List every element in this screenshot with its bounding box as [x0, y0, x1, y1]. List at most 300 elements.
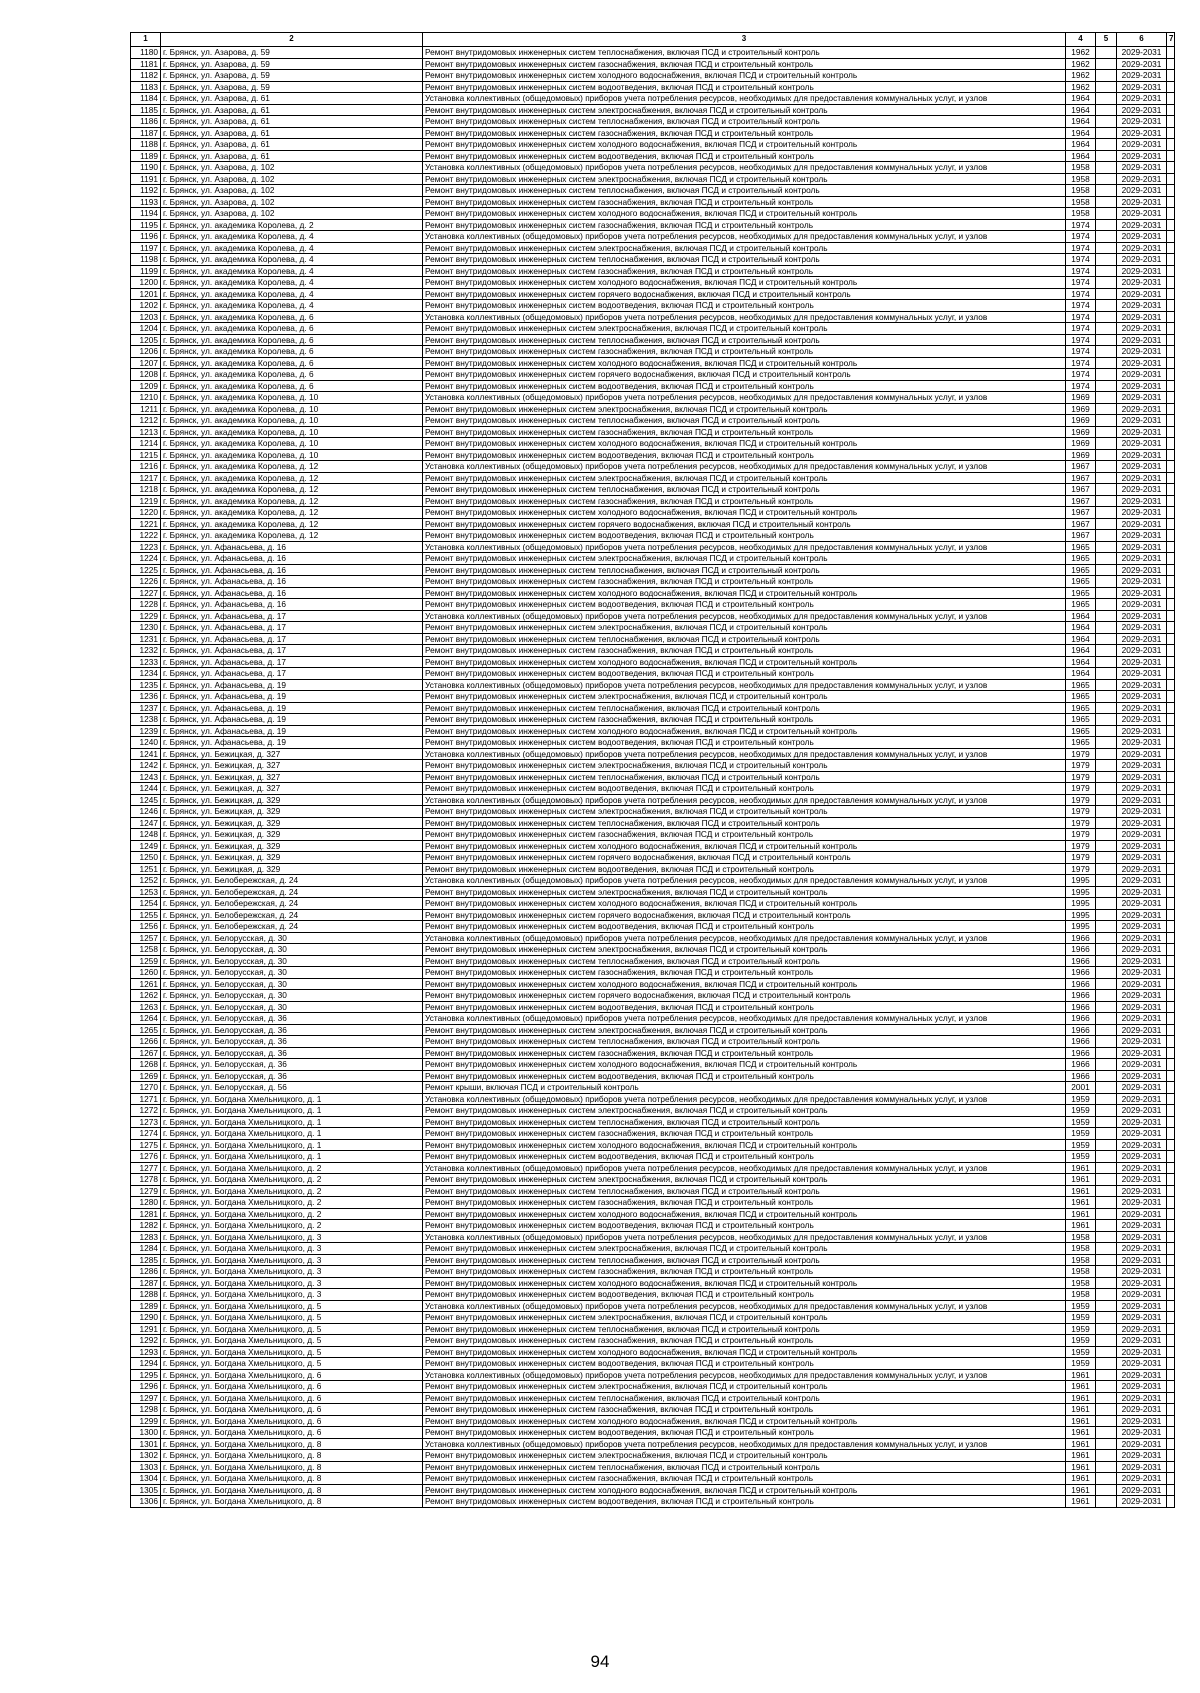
table-row: [131, 1231, 1175, 1243]
row-number-cell: 1281: [131, 1208, 161, 1220]
row-number-cell: 1282: [131, 1220, 161, 1232]
row-number-cell: 1204: [131, 323, 161, 335]
work-type-cell: Ремонт внутридомовых инженерных систем электроснабжения, включая ПСД и строительный контроль: [423, 242, 1066, 254]
row-number-cell: 1182: [131, 70, 161, 82]
col7-cell: [1167, 886, 1175, 898]
col7-cell: [1167, 380, 1175, 392]
work-type-cell: Ремонт внутридомовых инженерных систем газоснабжения, включая ПСД и строительный контроль: [423, 1473, 1066, 1485]
col7-cell: [1167, 1289, 1175, 1301]
year-built-cell: 1959: [1066, 1312, 1096, 1324]
col5-cell: [1096, 1335, 1117, 1347]
address-cell: г. Брянск, ул. академика Королева, д. 4: [161, 231, 423, 243]
col5-cell: [1096, 162, 1117, 174]
period-cell: 2029-2031: [1117, 576, 1167, 588]
address-cell: г. Брянск, ул. Богдана Хмельницкого, д. 5: [161, 1358, 423, 1370]
year-built-cell: 1965: [1066, 599, 1096, 611]
row-number-cell: 1201: [131, 288, 161, 300]
row-number-cell: 1297: [131, 1392, 161, 1404]
table-row: [131, 334, 1175, 346]
period-cell: 2029-2031: [1117, 1415, 1167, 1427]
table-row: [131, 185, 1175, 197]
period-cell: 2029-2031: [1117, 1082, 1167, 1094]
period-cell: 2029-2031: [1117, 564, 1167, 576]
row-number-cell: 1291: [131, 1323, 161, 1335]
table-row: [131, 622, 1175, 634]
address-cell: г. Брянск, ул. Азарова, д. 61: [161, 150, 423, 162]
col5-cell: [1096, 587, 1117, 599]
address-cell: г. Брянск, ул. Азарова, д. 102: [161, 208, 423, 220]
work-type-cell: Установка коллективных (общедомовых) приборов учета потребления ресурсов, необходимых для предоставления коммунальных услуг, и узлов: [423, 93, 1066, 105]
row-number-cell: 1301: [131, 1438, 161, 1450]
work-type-cell: Ремонт внутридомовых инженерных систем холодного водоснабжения, включая ПСД и строительный контроль: [423, 587, 1066, 599]
period-cell: 2029-2031: [1117, 1266, 1167, 1278]
work-type-cell: Ремонт внутридомовых инженерных систем водоотведения, включая ПСД и строительный контроль: [423, 921, 1066, 933]
work-type-cell: Ремонт внутридомовых инженерных систем холодного водоснабжения, включая ПСД и строительный контроль: [423, 1139, 1066, 1151]
year-built-cell: 1967: [1066, 495, 1096, 507]
row-number-cell: 1298: [131, 1404, 161, 1416]
address-cell: г. Брянск, ул. Богдана Хмельницкого, д. 2: [161, 1174, 423, 1186]
col5-cell: [1096, 1047, 1117, 1059]
year-built-cell: 1974: [1066, 265, 1096, 277]
period-cell: 2029-2031: [1117, 1139, 1167, 1151]
row-number-cell: 1237: [131, 702, 161, 714]
table-row: [131, 311, 1175, 323]
table-row: [131, 507, 1175, 519]
period-cell: 2029-2031: [1117, 955, 1167, 967]
year-built-cell: 2001: [1066, 1082, 1096, 1094]
table-row: [131, 116, 1175, 128]
period-cell: 2029-2031: [1117, 1358, 1167, 1370]
year-built-cell: 1969: [1066, 415, 1096, 427]
address-cell: г. Брянск, ул. Богдана Хмельницкого, д. 1: [161, 1093, 423, 1105]
period-cell: 2029-2031: [1117, 1093, 1167, 1105]
period-cell: 2029-2031: [1117, 265, 1167, 277]
col7-cell: [1167, 1197, 1175, 1209]
year-built-cell: 1979: [1066, 783, 1096, 795]
year-built-cell: 1961: [1066, 1438, 1096, 1450]
col5-cell: [1096, 438, 1117, 450]
table-row: [131, 1174, 1175, 1186]
address-cell: г. Брянск, ул. Богдана Хмельницкого, д. 6: [161, 1415, 423, 1427]
col5-cell: [1096, 1174, 1117, 1186]
period-cell: 2029-2031: [1117, 1070, 1167, 1082]
address-cell: г. Брянск, ул. Афанасьева, д. 16: [161, 576, 423, 588]
year-built-cell: 1965: [1066, 691, 1096, 703]
table-row: [131, 737, 1175, 749]
period-cell: 2029-2031: [1117, 829, 1167, 841]
address-cell: г. Брянск, ул. Богдана Хмельницкого, д. 3: [161, 1243, 423, 1255]
year-built-cell: 1959: [1066, 1300, 1096, 1312]
row-number-cell: 1256: [131, 921, 161, 933]
row-number-cell: 1223: [131, 541, 161, 553]
col5-cell: [1096, 1312, 1117, 1324]
address-cell: г. Брянск, ул. Белорусская, д. 36: [161, 1070, 423, 1082]
table-header-row: [131, 33, 1175, 47]
work-type-cell: Ремонт крыши, включая ПСД и строительный контроль: [423, 1082, 1066, 1094]
year-built-cell: 1974: [1066, 288, 1096, 300]
col5-cell: [1096, 541, 1117, 553]
work-type-cell: Ремонт внутридомовых инженерных систем электроснабжения, включая ПСД и строительный контроль: [423, 1174, 1066, 1186]
period-cell: 2029-2031: [1117, 231, 1167, 243]
row-number-cell: 1228: [131, 599, 161, 611]
col7-cell: [1167, 1254, 1175, 1266]
address-cell: г. Брянск, ул. Азарова, д. 61: [161, 139, 423, 151]
col5-cell: [1096, 955, 1117, 967]
address-cell: г. Брянск, ул. Афанасьева, д. 19: [161, 737, 423, 749]
col5-cell: [1096, 150, 1117, 162]
period-cell: 2029-2031: [1117, 484, 1167, 496]
address-cell: г. Брянск, ул. Афанасьева, д. 19: [161, 702, 423, 714]
table-row: [131, 1450, 1175, 1462]
address-cell: г. Брянск, ул. Афанасьева, д. 16: [161, 587, 423, 599]
year-built-cell: 1966: [1066, 1036, 1096, 1048]
year-built-cell: 1958: [1066, 185, 1096, 197]
work-type-cell: Ремонт внутридомовых инженерных систем водоотведения, включая ПСД и строительный контроль: [423, 1358, 1066, 1370]
address-cell: г. Брянск, ул. Афанасьева, д. 19: [161, 679, 423, 691]
row-number-cell: 1200: [131, 277, 161, 289]
col7-cell: [1167, 173, 1175, 185]
col7-cell: [1167, 1346, 1175, 1358]
address-cell: г. Брянск, ул. Белорусская, д. 36: [161, 1024, 423, 1036]
work-type-cell: Ремонт внутридомовых инженерных систем электроснабжения, включая ПСД и строительный контроль: [423, 403, 1066, 415]
work-type-cell: Ремонт внутридомовых инженерных систем горячего водоснабжения, включая ПСД и строительный контроль: [423, 990, 1066, 1002]
address-cell: г. Брянск, ул. Богдана Хмельницкого, д. 5: [161, 1300, 423, 1312]
row-number-cell: 1283: [131, 1231, 161, 1243]
work-type-cell: Ремонт внутридомовых инженерных систем газоснабжения, включая ПСД и строительный контроль: [423, 58, 1066, 70]
work-type-cell: Ремонт внутридомовых инженерных систем теплоснабжения, включая ПСД и строительный контроль: [423, 1036, 1066, 1048]
year-built-cell: 1961: [1066, 1185, 1096, 1197]
table-row: [131, 1415, 1175, 1427]
work-type-cell: Установка коллективных (общедомовых) приборов учета потребления ресурсов, необходимых для предоставления коммунальных услуг, и узлов: [423, 932, 1066, 944]
col5-cell: [1096, 196, 1117, 208]
row-number-cell: 1205: [131, 334, 161, 346]
col5-cell: [1096, 1070, 1117, 1082]
period-cell: 2029-2031: [1117, 1116, 1167, 1128]
year-built-cell: 1965: [1066, 541, 1096, 553]
year-built-cell: 1961: [1066, 1197, 1096, 1209]
address-cell: г. Брянск, ул. Богдана Хмельницкого, д. 1: [161, 1105, 423, 1117]
row-number-cell: 1266: [131, 1036, 161, 1048]
col5-cell: [1096, 116, 1117, 128]
table-row: [131, 265, 1175, 277]
year-built-cell: 1967: [1066, 507, 1096, 519]
col7-cell: [1167, 449, 1175, 461]
col7-cell: [1167, 1070, 1175, 1082]
table-row: [131, 1277, 1175, 1289]
row-number-cell: 1259: [131, 955, 161, 967]
col7-cell: [1167, 921, 1175, 933]
address-cell: г. Брянск, ул. Богдана Хмельницкого, д. 2: [161, 1197, 423, 1209]
col7-cell: [1167, 1415, 1175, 1427]
work-type-cell: Ремонт внутридомовых инженерных систем горячего водоснабжения, включая ПСД и строительный контроль: [423, 288, 1066, 300]
table-row: [131, 760, 1175, 772]
period-cell: 2029-2031: [1117, 771, 1167, 783]
period-cell: 2029-2031: [1117, 1427, 1167, 1439]
year-built-cell: 1966: [1066, 990, 1096, 1002]
col5-cell: [1096, 185, 1117, 197]
row-number-cell: 1194: [131, 208, 161, 220]
col7-cell: [1167, 1162, 1175, 1174]
row-number-cell: 1198: [131, 254, 161, 266]
address-cell: г. Брянск, ул. Афанасьева, д. 17: [161, 668, 423, 680]
work-type-cell: Ремонт внутридомовых инженерных систем газоснабжения, включая ПСД и строительный контроль: [423, 967, 1066, 979]
period-cell: 2029-2031: [1117, 1473, 1167, 1485]
period-cell: 2029-2031: [1117, 1461, 1167, 1473]
table-row: [131, 783, 1175, 795]
col5-cell: [1096, 231, 1117, 243]
col7-cell: [1167, 1105, 1175, 1117]
row-number-cell: 1261: [131, 978, 161, 990]
address-cell: г. Брянск, ул. Азарова, д. 61: [161, 116, 423, 128]
year-built-cell: 1966: [1066, 978, 1096, 990]
col5-cell: [1096, 1208, 1117, 1220]
col5-cell: [1096, 58, 1117, 70]
address-cell: г. Брянск, ул. Богдана Хмельницкого, д. 8: [161, 1450, 423, 1462]
col7-cell: [1167, 553, 1175, 565]
work-type-cell: Ремонт внутридомовых инженерных систем холодного водоснабжения, включая ПСД и строительный контроль: [423, 1208, 1066, 1220]
address-cell: г. Брянск, ул. Богдана Хмельницкого, д. 2: [161, 1208, 423, 1220]
col5-cell: [1096, 806, 1117, 818]
row-number-cell: 1246: [131, 806, 161, 818]
period-cell: 2029-2031: [1117, 553, 1167, 565]
col5-cell: [1096, 1243, 1117, 1255]
table-row: [131, 1346, 1175, 1358]
year-built-cell: 1979: [1066, 806, 1096, 818]
address-cell: г. Брянск, ул. Белорусская, д. 56: [161, 1082, 423, 1094]
work-schedule-table-container: [130, 32, 1174, 1508]
table-row: [131, 794, 1175, 806]
col5-cell: [1096, 127, 1117, 139]
work-type-cell: Ремонт внутридомовых инженерных систем холодного водоснабжения, включая ПСД и строительный контроль: [423, 840, 1066, 852]
col5-cell: [1096, 461, 1117, 473]
table-row: [131, 1013, 1175, 1025]
col5-cell: [1096, 1254, 1117, 1266]
col5-cell: [1096, 1404, 1117, 1416]
col7-cell: [1167, 852, 1175, 864]
period-cell: 2029-2031: [1117, 760, 1167, 772]
year-built-cell: 1959: [1066, 1128, 1096, 1140]
col5-cell: [1096, 173, 1117, 185]
col5-cell: [1096, 426, 1117, 438]
work-type-cell: Ремонт внутридомовых инженерных систем холодного водоснабжения, включая ПСД и строительный контроль: [423, 1059, 1066, 1071]
address-cell: г. Брянск, ул. Бежицкая, д. 329: [161, 794, 423, 806]
work-type-cell: Ремонт внутридомовых инженерных систем холодного водоснабжения, включая ПСД и строительный контроль: [423, 438, 1066, 450]
period-cell: 2029-2031: [1117, 346, 1167, 358]
table-row: [131, 173, 1175, 185]
period-cell: 2029-2031: [1117, 863, 1167, 875]
work-type-cell: Установка коллективных (общедомовых) приборов учета потребления ресурсов, необходимых для предоставления коммунальных услуг, и узлов: [423, 1093, 1066, 1105]
row-number-cell: 1247: [131, 817, 161, 829]
col7-cell: [1167, 541, 1175, 553]
col5-cell: [1096, 1346, 1117, 1358]
year-built-cell: 1995: [1066, 909, 1096, 921]
year-built-cell: 1974: [1066, 357, 1096, 369]
col7-cell: [1167, 1139, 1175, 1151]
table-row: [131, 1047, 1175, 1059]
period-cell: 2029-2031: [1117, 311, 1167, 323]
address-cell: г. Брянск, ул. Белорусская, д. 30: [161, 978, 423, 990]
table-row: [131, 81, 1175, 93]
year-built-cell: 1961: [1066, 1461, 1096, 1473]
col7-cell: [1167, 1266, 1175, 1278]
row-number-cell: 1303: [131, 1461, 161, 1473]
col5-cell: [1096, 472, 1117, 484]
row-number-cell: 1267: [131, 1047, 161, 1059]
col5-cell: [1096, 1036, 1117, 1048]
year-built-cell: 1959: [1066, 1151, 1096, 1163]
col5-cell: [1096, 1461, 1117, 1473]
col5-cell: [1096, 1001, 1117, 1013]
address-cell: г. Брянск, ул. академика Королева, д. 10: [161, 438, 423, 450]
year-built-cell: 1969: [1066, 403, 1096, 415]
address-cell: г. Брянск, ул. Азарова, д. 61: [161, 104, 423, 116]
table-row: [131, 633, 1175, 645]
work-type-cell: Ремонт внутридомовых инженерных систем холодного водоснабжения, включая ПСД и строительный контроль: [423, 1484, 1066, 1496]
work-type-cell: Ремонт внутридомовых инженерных систем водоотведения, включая ПСД и строительный контроль: [423, 81, 1066, 93]
col7-cell: [1167, 760, 1175, 772]
col7-cell: [1167, 587, 1175, 599]
table-body: [131, 47, 1175, 1508]
address-cell: г. Брянск, ул. Афанасьева, д. 16: [161, 599, 423, 611]
col5-cell: [1096, 403, 1117, 415]
table-row: [131, 875, 1175, 887]
address-cell: г. Брянск, ул. Афанасьева, д. 16: [161, 541, 423, 553]
row-number-cell: 1235: [131, 679, 161, 691]
row-number-cell: 1220: [131, 507, 161, 519]
year-built-cell: 1958: [1066, 1231, 1096, 1243]
year-built-cell: 1979: [1066, 840, 1096, 852]
work-type-cell: Установка коллективных (общедомовых) приборов учета потребления ресурсов, необходимых для предоставления коммунальных услуг, и узлов: [423, 1231, 1066, 1243]
col5-cell: [1096, 219, 1117, 231]
year-built-cell: 1964: [1066, 610, 1096, 622]
address-cell: г. Брянск, ул. академика Королева, д. 6: [161, 369, 423, 381]
table-row: [131, 817, 1175, 829]
row-number-cell: 1258: [131, 944, 161, 956]
col7-cell: [1167, 633, 1175, 645]
work-type-cell: Ремонт внутридомовых инженерных систем горячего водоснабжения, включая ПСД и строительный контроль: [423, 369, 1066, 381]
address-cell: г. Брянск, ул. академика Королева, д. 6: [161, 380, 423, 392]
period-cell: 2029-2031: [1117, 438, 1167, 450]
address-cell: г. Брянск, ул. Белорусская, д. 30: [161, 990, 423, 1002]
address-cell: г. Брянск, ул. Бежицкая, д. 329: [161, 852, 423, 864]
work-type-cell: Ремонт внутридомовых инженерных систем газоснабжения, включая ПСД и строительный контроль: [423, 127, 1066, 139]
table-row: [131, 1036, 1175, 1048]
col5-cell: [1096, 668, 1117, 680]
row-number-cell: 1264: [131, 1013, 161, 1025]
col5-cell: [1096, 1358, 1117, 1370]
work-type-cell: Установка коллективных (общедомовых) приборов учета потребления ресурсов, необходимых для предоставления коммунальных услуг, и узлов: [423, 162, 1066, 174]
row-number-cell: 1231: [131, 633, 161, 645]
col5-cell: [1096, 70, 1117, 82]
address-cell: г. Брянск, ул. академика Королева, д. 12: [161, 484, 423, 496]
address-cell: г. Брянск, ул. академика Королева, д. 10: [161, 403, 423, 415]
col5-cell: [1096, 932, 1117, 944]
year-built-cell: 1959: [1066, 1358, 1096, 1370]
work-type-cell: Ремонт внутридомовых инженерных систем водоотведения, включая ПСД и строительный контроль: [423, 1151, 1066, 1163]
period-cell: 2029-2031: [1117, 679, 1167, 691]
col7-cell: [1167, 300, 1175, 312]
table-row: [131, 518, 1175, 530]
period-cell: 2029-2031: [1117, 1162, 1167, 1174]
col5-cell: [1096, 633, 1117, 645]
period-cell: 2029-2031: [1117, 426, 1167, 438]
address-cell: г. Брянск, ул. Богдана Хмельницкого, д. 6: [161, 1369, 423, 1381]
period-cell: 2029-2031: [1117, 392, 1167, 404]
col5-cell: [1096, 656, 1117, 668]
row-number-cell: 1206: [131, 346, 161, 358]
column-header: 6: [1117, 33, 1167, 47]
table-row: [131, 691, 1175, 703]
year-built-cell: 1966: [1066, 944, 1096, 956]
address-cell: г. Брянск, ул. Белорусская, д. 30: [161, 944, 423, 956]
table-row: [131, 829, 1175, 841]
col7-cell: [1167, 1312, 1175, 1324]
year-built-cell: 1965: [1066, 702, 1096, 714]
period-cell: 2029-2031: [1117, 702, 1167, 714]
period-cell: 2029-2031: [1117, 47, 1167, 59]
address-cell: г. Брянск, ул. академика Королева, д. 4: [161, 254, 423, 266]
year-built-cell: 1995: [1066, 875, 1096, 887]
col5-cell: [1096, 507, 1117, 519]
row-number-cell: 1216: [131, 461, 161, 473]
address-cell: г. Брянск, ул. академика Королева, д. 6: [161, 323, 423, 335]
table-row: [131, 369, 1175, 381]
period-cell: 2029-2031: [1117, 1208, 1167, 1220]
work-type-cell: Ремонт внутридомовых инженерных систем электроснабжения, включая ПСД и строительный контроль: [423, 622, 1066, 634]
address-cell: г. Брянск, ул. Белорусская, д. 36: [161, 1013, 423, 1025]
period-cell: 2029-2031: [1117, 495, 1167, 507]
row-number-cell: 1270: [131, 1082, 161, 1094]
row-number-cell: 1305: [131, 1484, 161, 1496]
col5-cell: [1096, 1059, 1117, 1071]
work-type-cell: Ремонт внутридомовых инженерных систем теплоснабжения, включая ПСД и строительный контроль: [423, 185, 1066, 197]
table-row: [131, 1139, 1175, 1151]
table-row: [131, 1128, 1175, 1140]
col5-cell: [1096, 1128, 1117, 1140]
table-row: [131, 714, 1175, 726]
col5-cell: [1096, 288, 1117, 300]
col5-cell: [1096, 610, 1117, 622]
row-number-cell: 1242: [131, 760, 161, 772]
col5-cell: [1096, 898, 1117, 910]
address-cell: г. Брянск, ул. академика Королева, д. 12: [161, 518, 423, 530]
row-number-cell: 1252: [131, 875, 161, 887]
address-cell: г. Брянск, ул. Богдана Хмельницкого, д. 8: [161, 1484, 423, 1496]
year-built-cell: 1979: [1066, 817, 1096, 829]
work-type-cell: Ремонт внутридомовых инженерных систем газоснабжения, включая ПСД и строительный контроль: [423, 196, 1066, 208]
col7-cell: [1167, 185, 1175, 197]
col7-cell: [1167, 817, 1175, 829]
col7-cell: [1167, 990, 1175, 1002]
work-type-cell: Ремонт внутридомовых инженерных систем теплоснабжения, включая ПСД и строительный контроль: [423, 254, 1066, 266]
col7-cell: [1167, 438, 1175, 450]
work-type-cell: Ремонт внутридомовых инженерных систем газоснабжения, включая ПСД и строительный контроль: [423, 1197, 1066, 1209]
col7-cell: [1167, 806, 1175, 818]
address-cell: г. Брянск, ул. Богдана Хмельницкого, д. 3: [161, 1254, 423, 1266]
work-type-cell: Ремонт внутридомовых инженерных систем теплоснабжения, включая ПСД и строительный контроль: [423, 484, 1066, 496]
table-row: [131, 1070, 1175, 1082]
address-cell: г. Брянск, ул. Богдана Хмельницкого, д. 1: [161, 1116, 423, 1128]
address-cell: г. Брянск, ул. Богдана Хмельницкого, д. 1: [161, 1151, 423, 1163]
col7-cell: [1167, 1473, 1175, 1485]
period-cell: 2029-2031: [1117, 610, 1167, 622]
period-cell: 2029-2031: [1117, 1346, 1167, 1358]
col7-cell: [1167, 93, 1175, 105]
year-built-cell: 1958: [1066, 1289, 1096, 1301]
col5-cell: [1096, 737, 1117, 749]
row-number-cell: 1239: [131, 725, 161, 737]
table-row: [131, 1185, 1175, 1197]
